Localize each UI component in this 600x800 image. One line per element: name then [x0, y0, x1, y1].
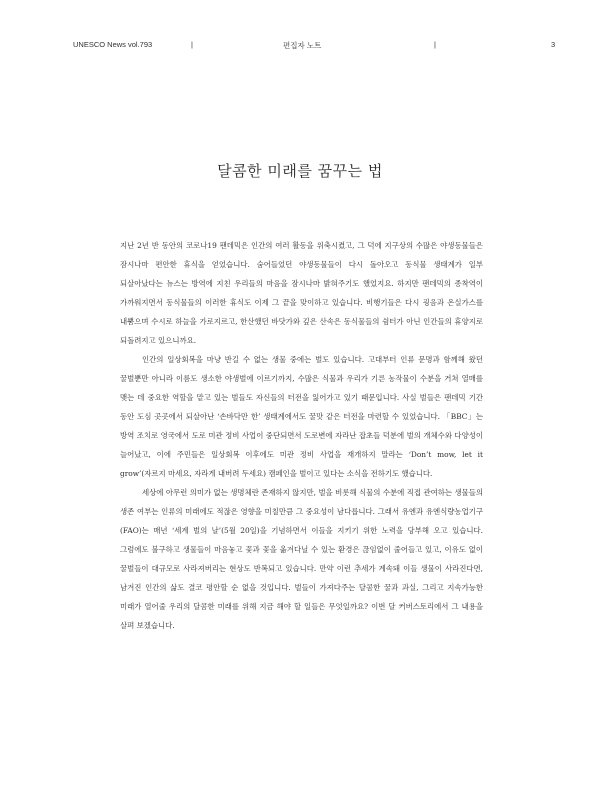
header-divider: |: [434, 40, 436, 49]
article-body: [120, 236, 483, 635]
article-title: 달콤한 미래를 꿈꾸는 법: [217, 162, 383, 180]
article-paragraph: 세상에 아무런 의미가 없는 생명체란 존재하지 않지만, 벌을 비롯해 식물의 수분에 직접 관여하는 생물들의 생존 여부는 인류의 미래에도 적잖은 영향을 미칠만큼 그 중요성이 남다릅니다. 그래서 유엔과 유엔식량농업기구(FAO)는 매년 ‘세계 벌의 날’(5월 20일)을 기념하면서 이들을 지키기 위한 노력을 당부해 오고 있습니다. 그럼에도 불구하고 생물들이 마음놓고 꽃과 꽃을 옮겨다닐 수 있는 환경은 끊임없이 줄어들고 있고, 이유도 없이 꿀벌들이 대규모로 사라져버리는 현상도 반복되고 있습니다. 만약 이런 추세가 계속돼 이들 생물이 사라진다면, 남겨진 인간의 삶도 결코 평안할 순 없을 것입니다. 벌들이 가져다주는 달콤한 꿀과 과실, 그리고 지속가능한 미래가 열어줄 우리의 달콤한 미래를 위해 지금 해야 할 일들은 무엇일까요? 이번 달 커버스토리에서 그 내용을 살펴 보겠습니다.: [120, 488, 483, 630]
page-number: 3: [551, 40, 556, 49]
issue-label: UNESCO News vol.793: [73, 40, 153, 49]
section-label: 편집자 노트: [283, 41, 322, 50]
running-header: [0, 40, 600, 54]
article-paragraph: 지난 2년 반 동안의 코로나19 팬데믹은 인간의 여러 활동을 위축시켰고, 그 덕에 지구상의 수많은 야생동물들은 잠시나마 편안한 휴식을 얻었습니다. 숨어들었던 야생동물들이 다시 돌아오고 동식물 생태계가 일부 되살아났다는 뉴스는 방역에 지친 우리들의 마음을 잠시나마 밝혀주기도 했었지요. 하지만 팬데믹의 종착역이 가까워지면서 동식물들의 이러한 휴식도 이제 그 끝을 맞이하고 있습니다. 비행기들은 다시 굉음과 온실가스를 내뿜으며 수시로 하늘을 가로지르고, 한산했던 바닷가와 깊은 산속은 동식물들의 쉼터가 아닌 인간들의 휴양지로 되돌려지고 있으니까요.: [120, 241, 483, 345]
article-paragraph: 인간의 일상회복을 마냥 반길 수 없는 생물 중에는 벌도 있습니다. 고대부터 인류 문명과 함께해 왔던 꿀벌뿐만 아니라 이름도 생소한 야생벌에 이르기까지, 수많은 식물과 우리가 기른 농작물이 수분을 거쳐 열매를 맺는 데 중요한 역할을 맡고 있는 벌들도 자신들의 터전을 잃어가고 있기 때문입니다. 사실 벌들은 팬데믹 기간 동안 도심 곳곳에서 되살아난 ‘손바닥만 한’ 생태계에서도 꿀맛 같은 터전을 마련할 수 있었습니다. 「BBC」는 방역 조치로 영국에서 도로 미관 정비 사업이 중단되면서 도로변에 자라난 잡초들 덕분에 벌의 개체수와 다양성이 늘어났고, 이에 주민들은 일상회복 이후에도 미관 정비 사업을 재개하지 말라는 ‘Don’t mow, let it grow’(자르지 마세요, 자라게 내버려 두세요) 캠페인을 벌이고 있다는 소식을 전하기도 했습니다.: [120, 355, 483, 478]
header-divider: |: [191, 40, 193, 49]
